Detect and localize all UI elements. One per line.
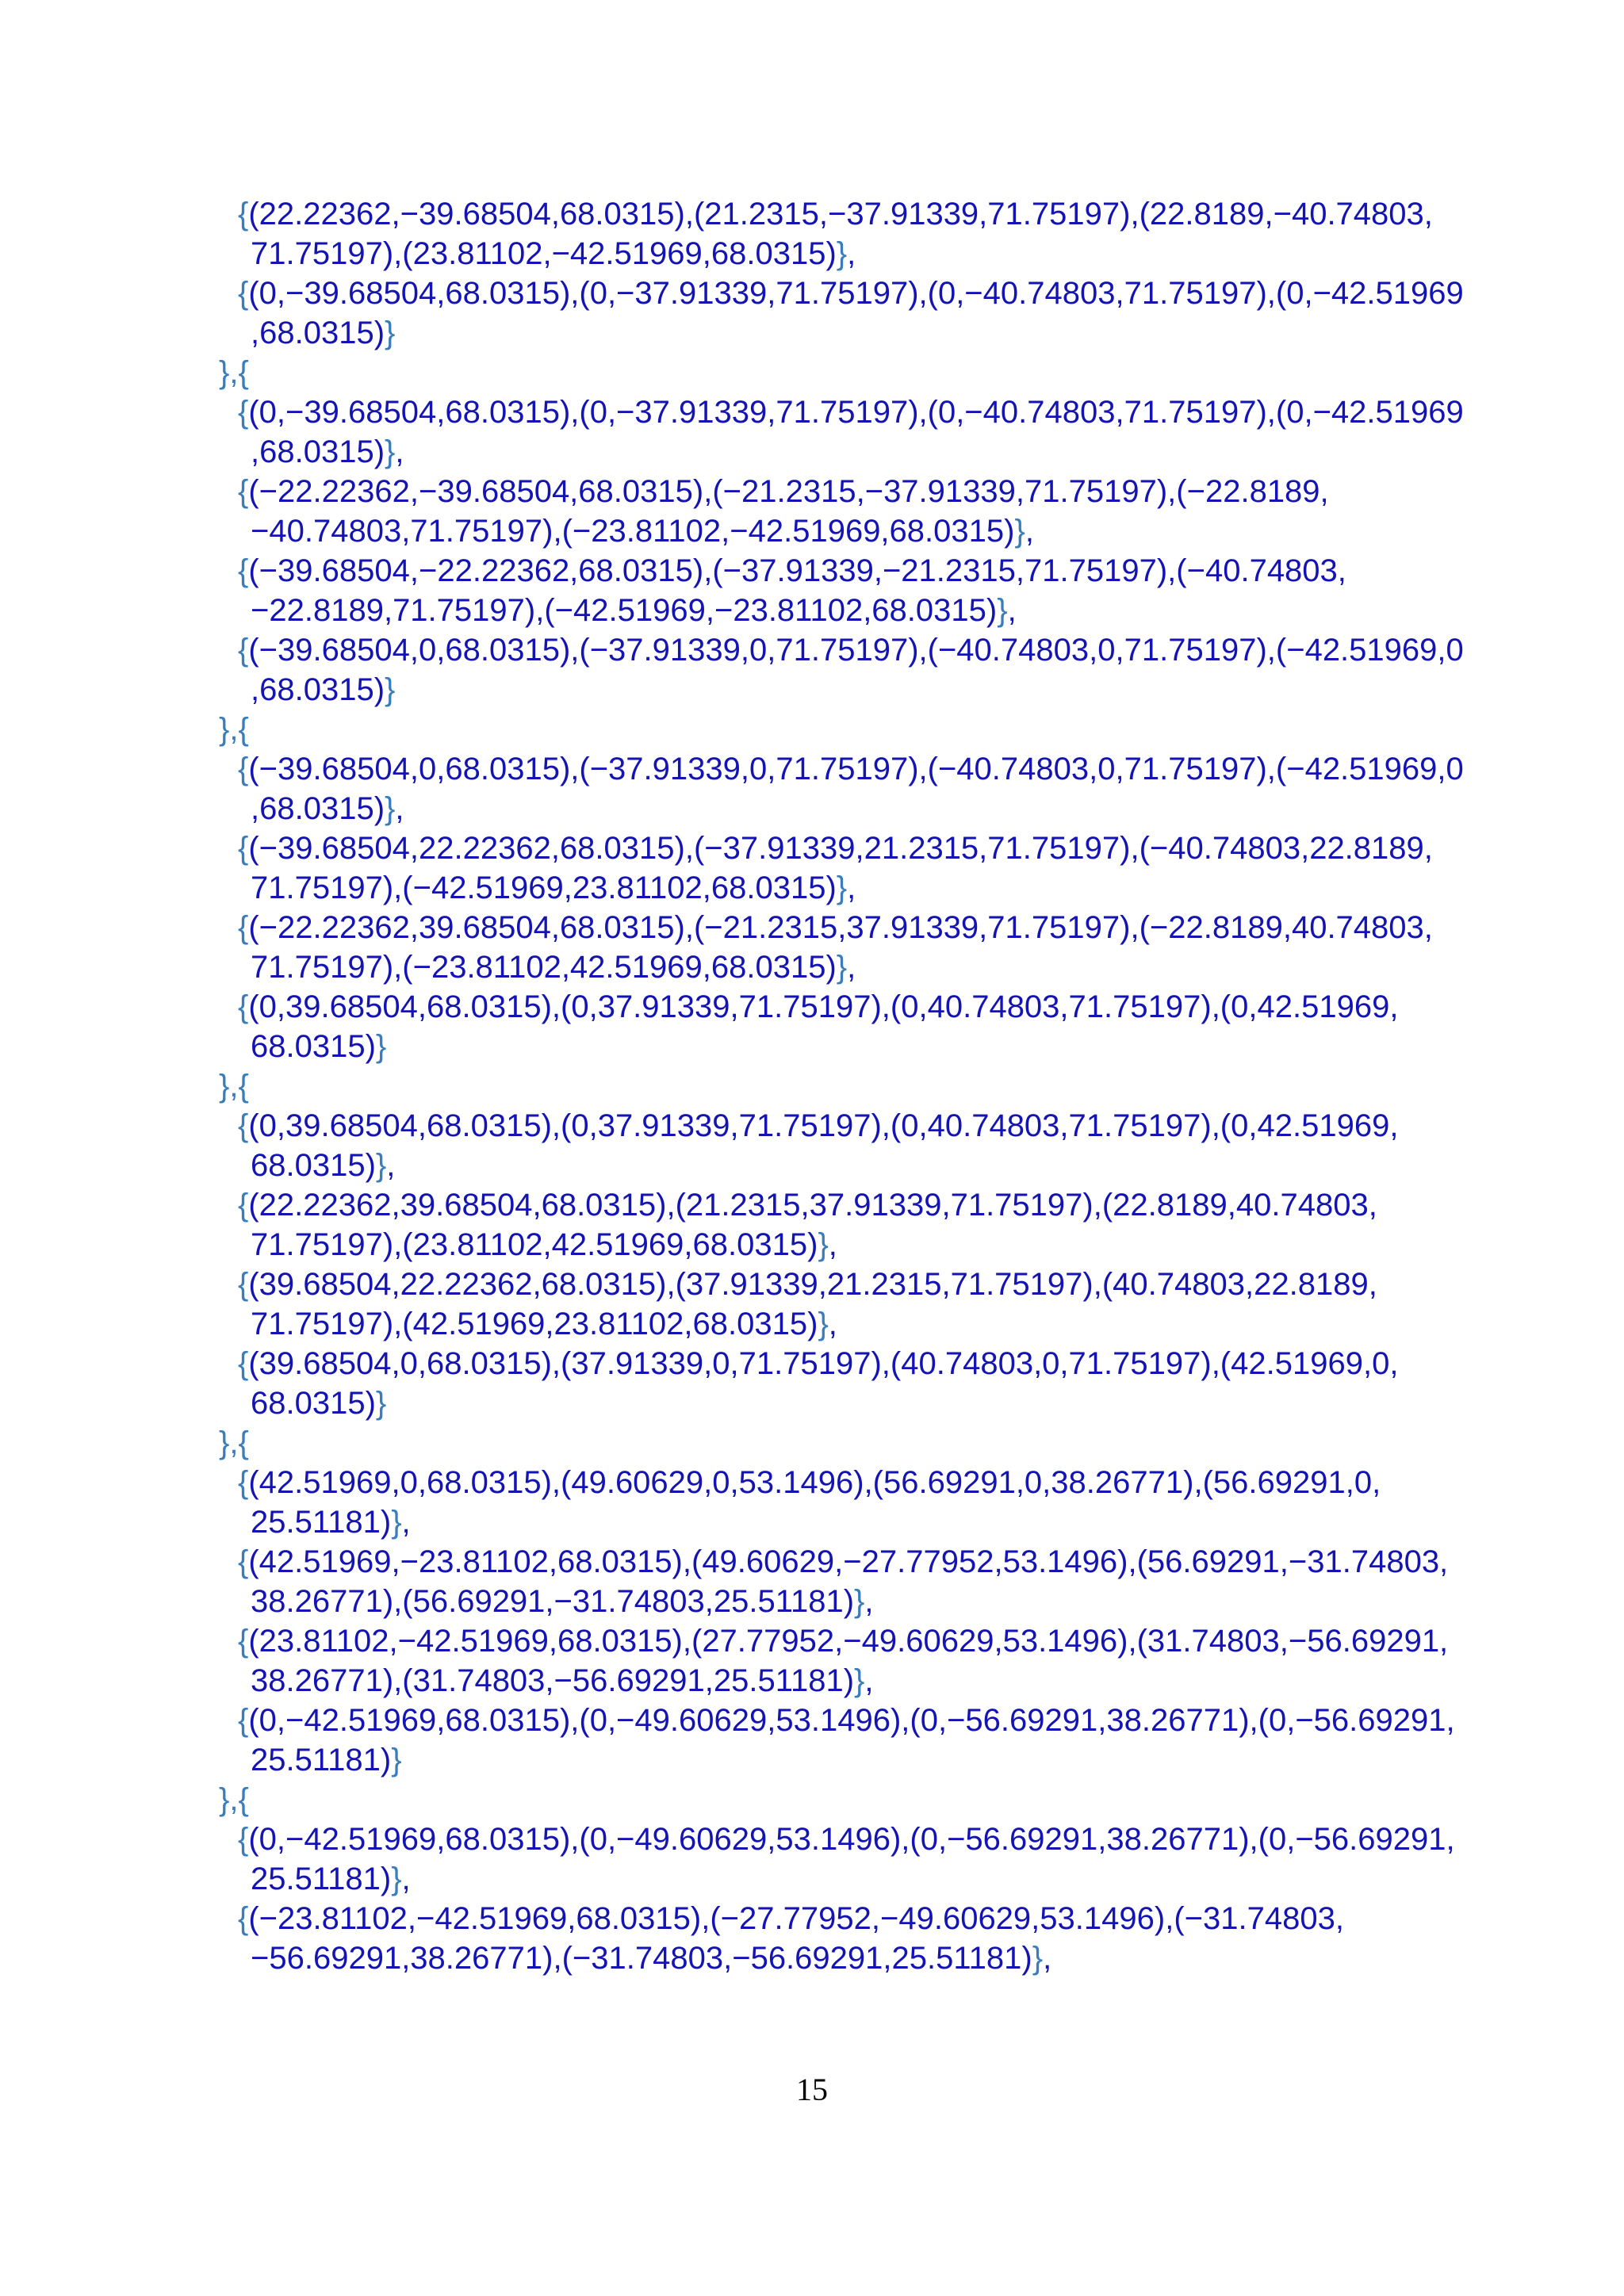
brace-token: { [238, 1901, 249, 1936]
brace-token: } [375, 1386, 387, 1421]
coordinate-text: (39.68504,22.22362,68.0315),(37.91339,21.2315,71.75197),(40.74803,22.8189, [248, 1267, 1377, 1302]
brace-token: } [818, 1307, 829, 1341]
coordinate-text: −56.69291,38.26771),(−31.74803,−56.69291,25.51181) [251, 1941, 1032, 1976]
coordinate-text: , [864, 1663, 874, 1698]
code-line [238, 274, 1464, 313]
coordinate-text: (0,−42.51969,68.0315),(0,−49.60629,53.1496),(0,−56.69291,38.26771),(0,−56.69291, [248, 1822, 1455, 1857]
coordinate-text: −22.8189,71.75197),(−42.51969,−23.81102,68.0315) [251, 593, 998, 628]
brace-token: } [391, 1862, 402, 1896]
code-line [219, 353, 249, 392]
code-line [251, 1225, 837, 1265]
coordinate-text: (0,−39.68504,68.0315),(0,−37.91339,71.75197),(0,−40.74803,71.75197),(0,−42.51969 [248, 395, 1464, 430]
code-line [238, 1899, 1344, 1938]
coordinate-text: , [401, 1862, 411, 1896]
brace-token: } [836, 236, 848, 271]
code-line [238, 392, 1464, 432]
coordinate-text: (42.51969,−23.81102,68.0315),(49.60629,−27.77952,53.1496),(56.69291,−31.74803, [248, 1544, 1449, 1579]
code-line [238, 551, 1346, 591]
coordinate-text: 68.0315) [251, 1148, 376, 1183]
code-line [251, 1859, 411, 1899]
code-line [238, 1344, 1398, 1383]
coordinate-text: (39.68504,0,68.0315),(37.91339,0,71.75197),(40.74803,0,71.75197),(42.51969,0, [248, 1346, 1399, 1381]
brace-token: } [385, 316, 396, 350]
code-line [238, 472, 1329, 511]
coordinate-text: (−39.68504,−22.22362,68.0315),(−37.91339,−21.2315,71.75197),(−40.74803, [248, 553, 1346, 588]
code-line [251, 432, 404, 472]
coordinate-text: (−22.22362,−39.68504,68.0315),(−21.2315,−37.91339,71.75197),(−22.8189, [248, 474, 1329, 509]
brace-token: { [238, 1544, 249, 1579]
coordinate-text: ,68.0315) [251, 791, 385, 826]
code-line [238, 908, 1433, 947]
brace-token: { [238, 633, 249, 668]
brace-token: { [238, 1624, 249, 1659]
code-line [251, 1938, 1051, 1978]
brace-token: } [385, 434, 396, 469]
brace-token: } [997, 593, 1008, 628]
coordinate-text: ,68.0315) [251, 316, 385, 350]
code-line [238, 1542, 1448, 1582]
code-line [238, 194, 1433, 234]
code-line [251, 947, 856, 987]
code-line [238, 749, 1464, 789]
brace-token: },{ [219, 1782, 249, 1817]
code-line [251, 789, 404, 828]
code-line [238, 828, 1433, 868]
brace-token: { [238, 989, 249, 1024]
coordinate-text: 71.75197),(23.81102,42.51969,68.0315) [251, 1227, 818, 1262]
coordinate-text: (22.22362,39.68504,68.0315),(21.2315,37.91339,71.75197),(22.8189,40.74803, [248, 1188, 1377, 1223]
code-line [238, 1463, 1381, 1502]
code-line [219, 1423, 249, 1463]
brace-token: { [238, 553, 249, 588]
coordinate-text: (−23.81102,−42.51969,68.0315),(−27.77952,−49.60629,53.1496),(−31.74803, [248, 1901, 1344, 1936]
coordinate-text: , [828, 1307, 837, 1341]
code-line [219, 1780, 249, 1820]
coordinate-text: 71.75197),(−23.81102,42.51969,68.0315) [251, 950, 837, 985]
brace-token: } [391, 1743, 402, 1777]
coordinate-text: , [847, 950, 856, 985]
brace-token: } [1014, 514, 1025, 549]
brace-token: { [238, 910, 249, 945]
code-line [238, 1621, 1448, 1661]
coordinate-text: 25.51181) [251, 1743, 392, 1777]
brace-token: { [238, 1108, 249, 1143]
code-line [251, 234, 856, 274]
code-line [251, 1582, 874, 1621]
code-line [251, 313, 395, 353]
brace-token: { [238, 1703, 249, 1738]
code-line [238, 1185, 1377, 1225]
brace-token: } [818, 1227, 829, 1262]
code-line [238, 1820, 1455, 1859]
coordinate-text: (22.22362,−39.68504,68.0315),(21.2315,−37.91339,71.75197),(22.8189,−40.74803, [248, 197, 1433, 232]
coordinate-text: 38.26771),(56.69291,−31.74803,25.51181) [251, 1584, 855, 1619]
code-line [238, 1265, 1377, 1304]
brace-token: } [385, 791, 396, 826]
brace-token: } [854, 1584, 865, 1619]
coordinate-text: −40.74803,71.75197),(−23.81102,−42.51969,68.0315) [251, 514, 1015, 549]
coordinate-text: , [395, 434, 404, 469]
coordinate-text: 68.0315) [251, 1386, 376, 1421]
coordinate-text: (−39.68504,0,68.0315),(−37.91339,0,71.75197),(−40.74803,0,71.75197),(−42.51969,0 [248, 633, 1464, 668]
brace-token: } [836, 871, 848, 905]
brace-token: { [238, 474, 249, 509]
code-line [238, 1701, 1455, 1740]
brace-token: { [238, 1346, 249, 1381]
coordinate-text: ,68.0315) [251, 434, 385, 469]
code-line [238, 630, 1464, 670]
coordinate-text: (23.81102,−42.51969,68.0315),(27.77952,−49.60629,53.1496),(31.74803,−56.69291, [248, 1624, 1449, 1659]
code-line [251, 1740, 402, 1780]
coordinate-text: (−39.68504,22.22362,68.0315),(−37.91339,21.2315,71.75197),(−40.74803,22.8189, [248, 831, 1433, 866]
code-line [251, 1502, 411, 1542]
coordinate-text: (0,−42.51969,68.0315),(0,−49.60629,53.1496),(0,−56.69291,38.26771),(0,−56.69291, [248, 1703, 1455, 1738]
code-line [251, 1661, 874, 1701]
coordinate-text: 25.51181) [251, 1862, 392, 1896]
coordinate-text: , [828, 1227, 837, 1262]
code-line [251, 868, 856, 908]
coordinate-text: , [395, 791, 404, 826]
coordinate-text: 71.75197),(23.81102,−42.51969,68.0315) [251, 236, 837, 271]
coordinate-text: , [1043, 1941, 1052, 1976]
brace-token: { [238, 1465, 249, 1500]
brace-token: { [238, 395, 249, 430]
code-line [251, 591, 1017, 630]
coordinate-text: 25.51181) [251, 1505, 392, 1540]
brace-token: },{ [219, 1069, 249, 1104]
code-line [251, 511, 1034, 551]
brace-token: },{ [219, 355, 249, 390]
coordinate-text: , [864, 1584, 874, 1619]
coordinate-text: ,68.0315) [251, 672, 385, 707]
brace-token: } [391, 1505, 402, 1540]
coordinate-text: (0,−39.68504,68.0315),(0,−37.91339,71.75197),(0,−40.74803,71.75197),(0,−42.51969 [248, 276, 1464, 311]
coordinate-text: 38.26771),(31.74803,−56.69291,25.51181) [251, 1663, 855, 1698]
coordinate-text: , [847, 236, 856, 271]
code-line [219, 1066, 249, 1106]
brace-token: },{ [219, 1425, 249, 1460]
code-line [219, 710, 249, 749]
page-number: 15 [796, 2072, 828, 2107]
code-line [251, 1027, 386, 1066]
brace-token: } [385, 672, 396, 707]
brace-token: } [375, 1029, 387, 1064]
code-line [251, 1146, 395, 1185]
brace-token: { [238, 1267, 249, 1302]
brace-token: } [375, 1148, 387, 1183]
brace-token: { [238, 1188, 249, 1223]
code-line [251, 1383, 386, 1423]
brace-token: } [854, 1663, 865, 1698]
coordinate-text: , [1007, 593, 1017, 628]
code-line [238, 987, 1398, 1027]
brace-token: { [238, 276, 249, 311]
coordinate-text: (0,39.68504,68.0315),(0,37.91339,71.75197),(0,40.74803,71.75197),(0,42.51969, [248, 989, 1399, 1024]
coordinate-text: , [386, 1148, 396, 1183]
code-line [251, 670, 395, 710]
code-line [251, 1304, 837, 1344]
coordinate-text: 71.75197),(−42.51969,23.81102,68.0315) [251, 871, 837, 905]
code-line [238, 1106, 1398, 1146]
coordinate-text: 68.0315) [251, 1029, 376, 1064]
coordinate-text: (0,39.68504,68.0315),(0,37.91339,71.75197),(0,40.74803,71.75197),(0,42.51969, [248, 1108, 1399, 1143]
brace-token: { [238, 1822, 249, 1857]
coordinate-text: , [401, 1505, 411, 1540]
coordinate-text: (−39.68504,0,68.0315),(−37.91339,0,71.75197),(−40.74803,0,71.75197),(−42.51969,0 [248, 752, 1464, 786]
coordinate-text: , [1025, 514, 1034, 549]
brace-token: { [238, 197, 249, 232]
coordinate-text: , [847, 871, 856, 905]
coordinate-text: 71.75197),(42.51969,23.81102,68.0315) [251, 1307, 818, 1341]
brace-token: { [238, 752, 249, 786]
coordinate-text: (−22.22362,39.68504,68.0315),(−21.2315,37.91339,71.75197),(−22.8189,40.74803, [248, 910, 1433, 945]
brace-token: },{ [219, 712, 249, 747]
coordinate-text: (42.51969,0,68.0315),(49.60629,0,53.1496),(56.69291,0,38.26771),(56.69291,0, [248, 1465, 1381, 1500]
brace-token: } [1032, 1941, 1044, 1976]
brace-token: } [836, 950, 848, 985]
brace-token: { [238, 831, 249, 866]
